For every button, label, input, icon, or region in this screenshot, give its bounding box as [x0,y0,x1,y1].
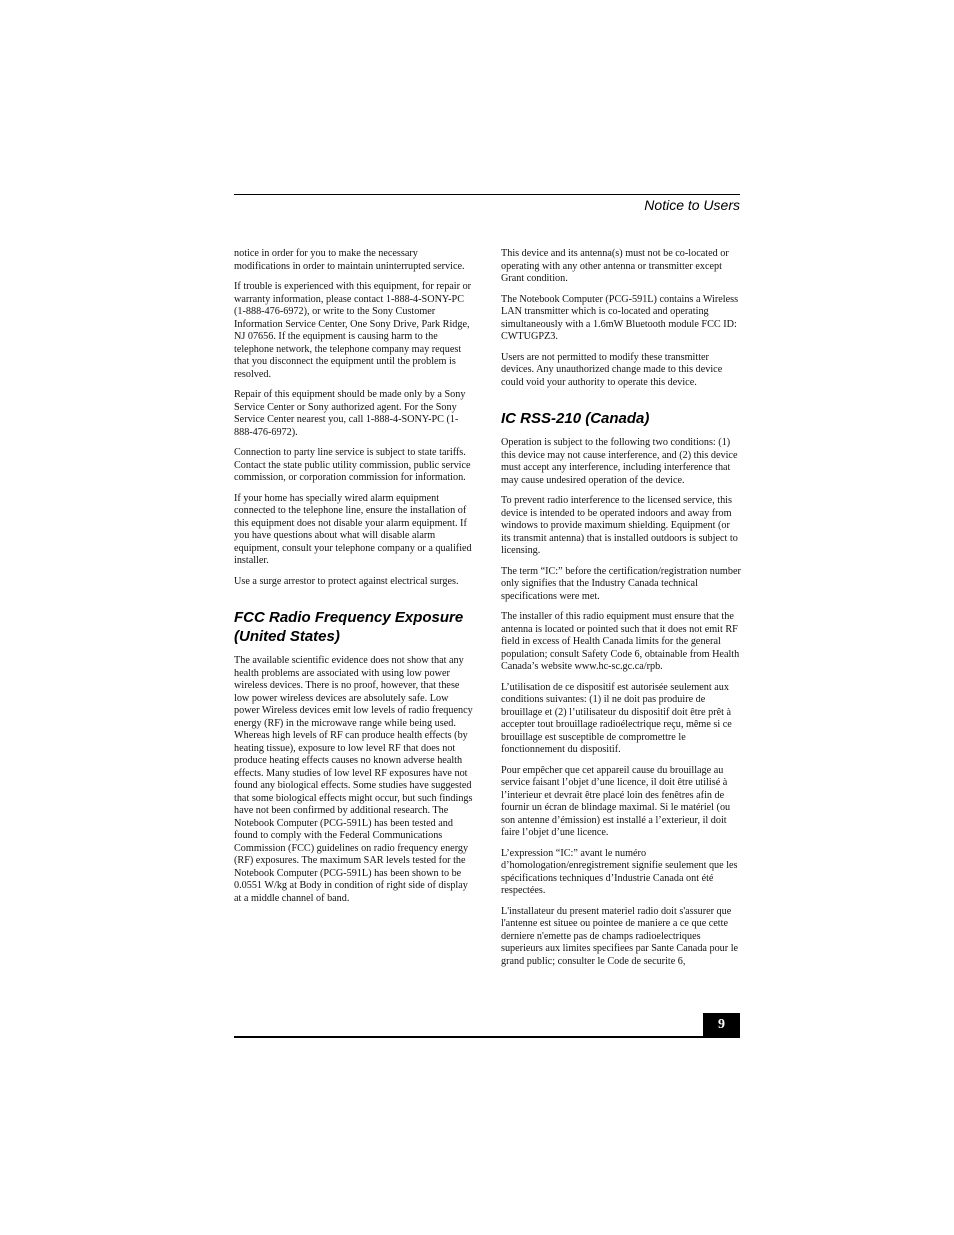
header-rule [234,194,740,195]
paragraph: The available scientific evidence does not show that any health problems are associated with using low power wireless devices. There is no proof, however, that these low power wireless devices are absolutely safe. Low power Wireless devices emit low levels of radio frequency energy (RF) in the microwave range while being used. Whereas high levels of RF can produce health effects (by heating tissue), exposure to low level RF that does not produce heating effects causes no known adverse health effects. Many studies of low level RF exposures have not found any biological effects. Some studies have suggested that some biological effects might occur, but such findings have not been confirmed by additional research. The Notebook Computer (PCG-591L) has been tested and found to comply with the Federal Communications Commission (FCC) guidelines on radio frequency energy (RF) exposures. The maximum SAR levels tested for the Notebook Computer (PCG-591L) has been shown to be 0.0551 W/kg at Body in condition of right side of display at a middle channel of band. [234,655,473,904]
paragraph: Users are not permitted to modify these transmitter devices. Any unauthorized change made to this device could void your authority to operate this device. [501,351,723,388]
running-header: Notice to Users [644,197,740,213]
left-column [234,248,474,913]
paragraph: Repair of this equipment should be made only by a Sony Service Center or Sony authorized agent. For the Sony Service Center nearest you, call 1-888-4-SONY-PC (1-888-476-6972). [234,389,466,438]
paragraph: The term “IC:” before the certification/registration number only signifies that the Industry Canada technical specifications were met. [501,565,741,602]
paragraph: L’expression “IC:” avant le numéro d’homologation/enregistrement signifie seulement que les spécifications techniques d’Industrie Canada ont été respectées. [501,847,738,896]
paragraph: Use a surge arrestor to protect against electrical surges. [234,575,459,587]
section-heading-fcc-rf-exposure: FCC Radio Frequency Exposure (United States) [234,609,464,645]
right-column [501,248,741,976]
paragraph: L'installateur du present materiel radio doit s'assurer que l'antenne est situee ou pointee de maniere a ce que cette derniere n'emette pas de champs radioelectriques superieurs aux limites specifiees par Sante Canada pour le grand public; consulter le Code de securite 6, [501,905,739,967]
paragraph: Connection to party line service is subject to state tariffs. Contact the state public utility commission, public service commission, or corporation commission for information. [234,447,471,483]
section-heading-ic-rss-210: IC RSS-210 (Canada) [501,410,650,427]
paragraph: If your home has specially wired alarm equipment connected to the telephone line, ensure the installation of this equipment does not disable your alarm equipment. If you have questions about what will disable alarm equipment, consult your telephone company or a qualified installer. [234,492,472,566]
paragraph: Pour empêcher que cet appareil cause du brouillage au service faisant l’objet d’une licence, il doit être utilisé à l’interieur et devrait être placé loin des fenêtres afin de fournir un écran de blindage maximal. Si le matériel (ou son antenne d’émission) est installé a l’exterieur, il doit faire l’objet d’une licence. [501,764,731,838]
paragraph: If trouble is experienced with this equipment, for repair or warranty information, please contact 1-888-4-SONY-PC (1-888-476-6972), or write to the Sony Customer Information Service Center, One Sony Drive, Park Ridge, NJ 07656. If the equipment is causing harm to the telephone network, the telephone company may request that you disconnect the equipment until the problem is resolved. [234,281,472,380]
paragraph: The installer of this radio equipment must ensure that the antenna is located or pointed such that it does not emit RF field in excess of Health Canada limits for the general population; consult Safety Code 6, obtainable from Health Canada’s website www.hc-sc.gc.ca/rpb. [501,611,740,672]
paragraph: The Notebook Computer (PCG-591L) contains a Wireless LAN transmitter which is co-located and operating simultaneously with a 1.6mW Bluetooth module FCC ID: CWTUGPZ3. [501,293,739,342]
paragraph: L’utilisation de ce dispositif est autorisée seulement aux conditions suivantes: (1) il ne doit pas produire de brouillage et (2) l’utilisateur du dispositif doit être prêt à accepter tout brouillage radioélectrique reçu, même si ce brouillage est susceptible de compromettre le fonctionnement du dispositif. [501,681,732,755]
paragraph: This device and its antenna(s) must not be co-located or operating with any other antenna or transmitter except Grant condition. [501,248,729,284]
footer-rule [234,1036,740,1038]
page-number: 9 [703,1013,740,1037]
paragraph: notice in order for you to make the necessary modifications in order to maintain uninterrupted service. [234,248,465,272]
paragraph: To prevent radio interference to the licensed service, this device is intended to be operated indoors and away from windows to provide maximum shielding. Equipment (or its transmit antenna) that is installed outdoors is subject to licensing. [501,495,738,556]
paragraph: Operation is subject to the following two conditions: (1) this device may not cause interference, and (2) this device must accept any interference, including interference that may cause undesired operation of the device. [501,437,738,486]
